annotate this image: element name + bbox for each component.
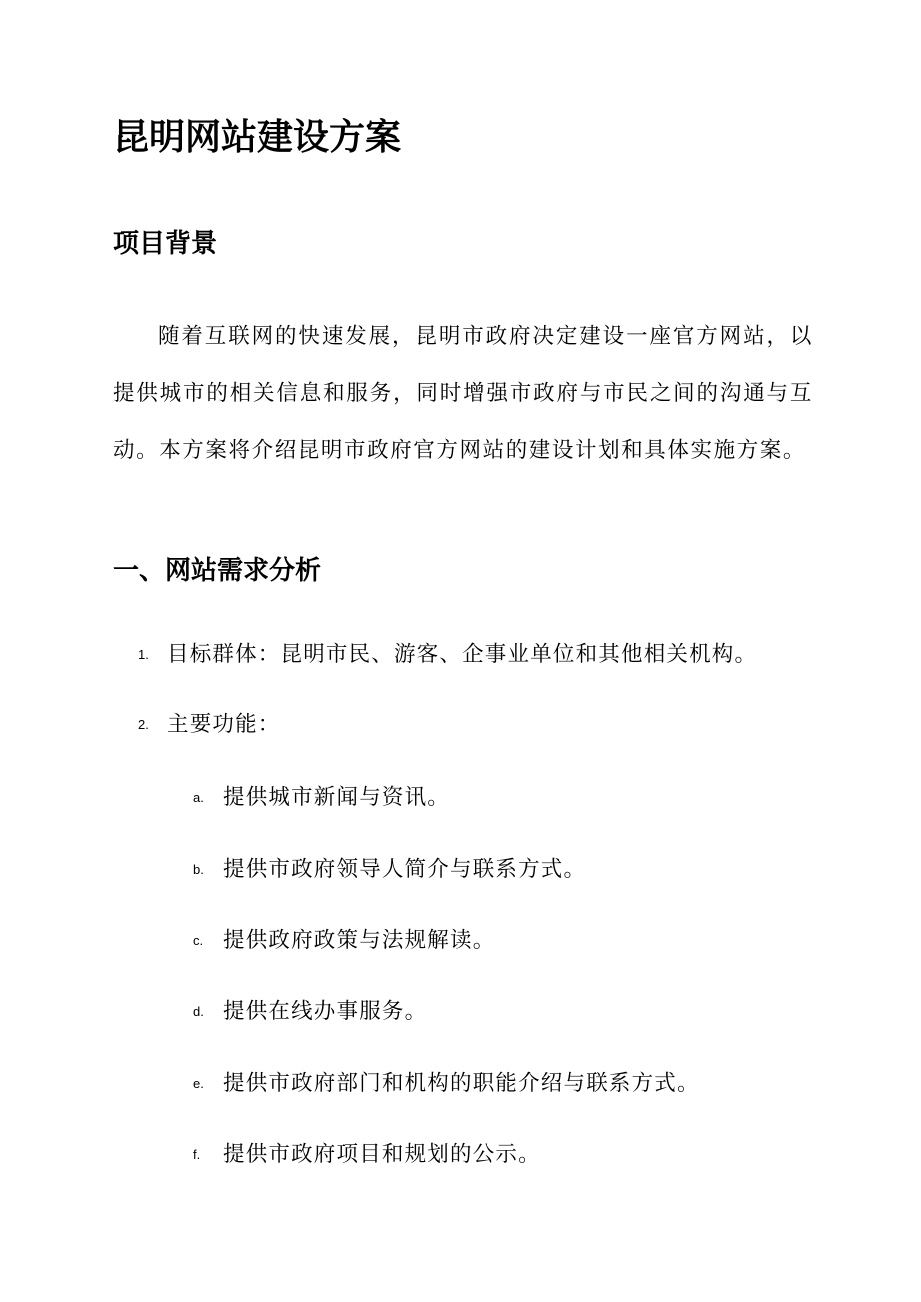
- sub-list-item: [193, 783, 450, 813]
- sub-list-item: [193, 1069, 700, 1099]
- sub-list-item: [193, 997, 427, 1027]
- list-item: [138, 640, 757, 670]
- sub-list-item-text: 提供市政府领导人简介与联系方式。: [223, 857, 587, 882]
- background-paragraph: 随着互联网的快速发展，昆明市政府决定建设一座官方网站，以提供城市的相关信息和服务，同时增强市政府与市民之间的沟通与互动。本方案将介绍昆明市政府官方网站的建设计划和具体实施方案。: [113, 324, 813, 463]
- document-title: 昆明网站建设方案: [113, 116, 402, 158]
- sub-list-marker: c.: [193, 933, 204, 948]
- list-item: [138, 710, 281, 740]
- sub-list-marker: d.: [193, 1004, 204, 1019]
- sub-list-item-text: 提供在线办事服务。: [223, 999, 428, 1024]
- sub-list-marker: f.: [193, 1147, 201, 1162]
- sub-list-marker: a.: [193, 790, 204, 805]
- list-marker: 2.: [138, 717, 149, 732]
- sub-list-marker: e.: [193, 1076, 204, 1091]
- sub-list-item: [193, 926, 495, 956]
- sub-list-item: [193, 855, 586, 885]
- list-marker: 1.: [138, 647, 149, 662]
- sub-list-item-text: 提供城市新闻与资讯。: [223, 785, 451, 810]
- sub-list-marker: b.: [193, 862, 204, 877]
- list-item-text: 主要功能：: [167, 712, 281, 737]
- sub-list-item-text: 提供政府政策与法规解读。: [223, 928, 496, 953]
- sub-list-item-text: 提供市政府部门和机构的职能介绍与联系方式。: [223, 1071, 700, 1096]
- list-item-text: 目标群体：昆明市民、游客、企事业单位和其他相关机构。: [167, 642, 758, 667]
- sub-list-item-text: 提供市政府项目和规划的公示。: [223, 1142, 541, 1167]
- sub-list-item: [193, 1140, 541, 1170]
- section-heading-background: 项目背景: [113, 229, 218, 259]
- section-heading-requirements: 一、网站需求分析: [113, 556, 322, 586]
